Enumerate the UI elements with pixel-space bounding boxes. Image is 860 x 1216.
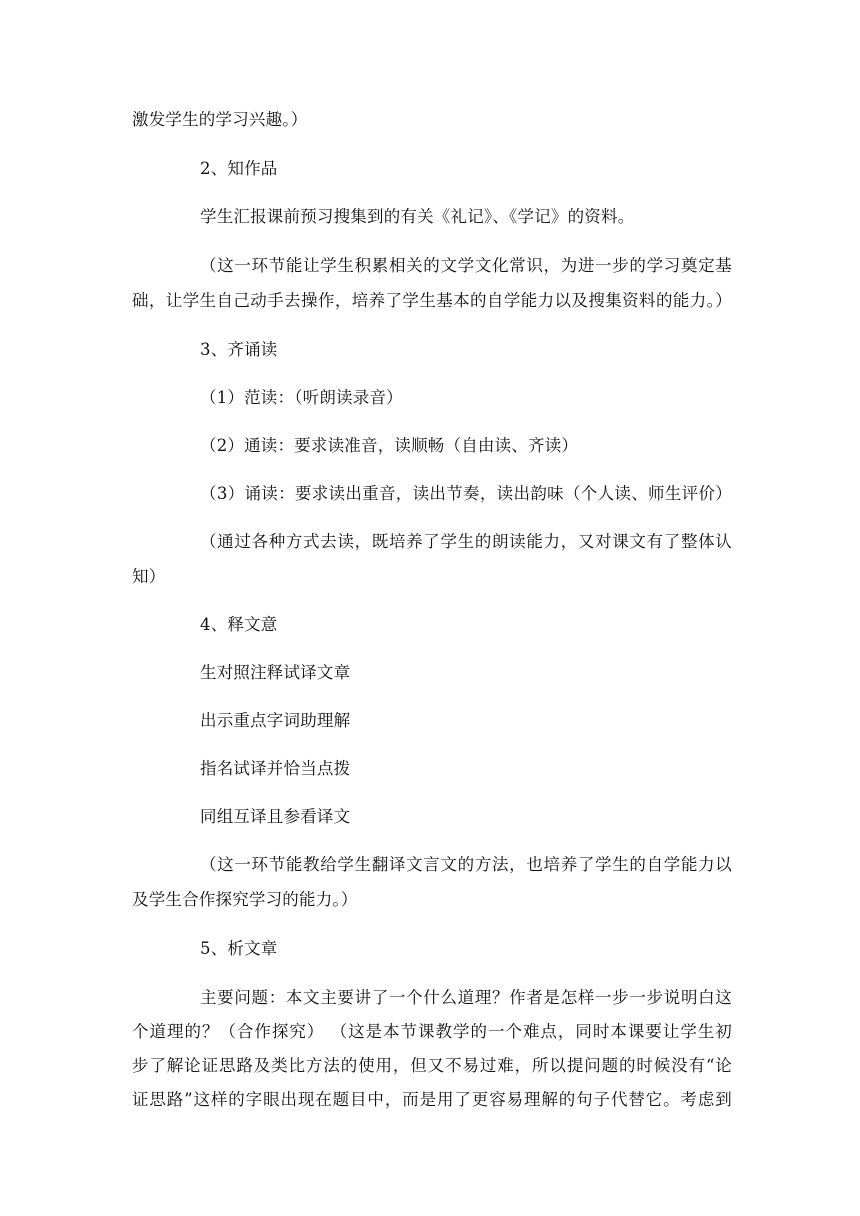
section-heading: 4、释文意 (200, 615, 278, 634)
text-line: 础，让学生自己动手去操作，培养了学生基本的自学能力以及搜集资料的能力。） (132, 291, 732, 310)
text-line: 个道理的？（合作探究） （这是本节课教学的一个难点，同时本课要让学生初 (132, 1022, 732, 1041)
text-line: （通过各种方式去读，既培养了学生的朗读能力，又对课文有了整体认 (200, 532, 732, 551)
text-line: 生对照注释试译文章 (200, 663, 351, 682)
text-line: 步了解论证思路及类比方法的使用，但又不易过难，所以提问题的时候没有“论 (132, 1056, 732, 1075)
text-line: 知） (132, 567, 166, 586)
text-line: 及学生合作探究学习的能力。） (132, 890, 358, 909)
text-line: （1）范读：（听朗读录音） (200, 388, 403, 407)
text-line: 激发学生的学习兴趣。） (132, 110, 308, 129)
text-line: 学生汇报课前预习搜集到的有关《礼记》、《学记》的资料。 (200, 207, 635, 226)
text-line: 主要问题：本文主要讲了一个什么道理？作者是怎样一步一步说明白这 (200, 988, 732, 1007)
text-line: 指名试译并恰当点拨 (200, 759, 351, 778)
text-line: 出示重点字词助理解 (200, 711, 351, 730)
text-line: 证思路”这样的字眼出现在题目中，而是用了更容易理解的句子代替它。考虑到 (132, 1090, 732, 1109)
text-line: （2）通读：要求读准音，读顺畅（自由读、齐读） (200, 436, 579, 455)
section-heading: 3、齐诵读 (200, 340, 278, 359)
section-heading: 2、知作品 (200, 159, 278, 178)
section-heading: 5、析文章 (200, 939, 278, 958)
text-line: （这一环节能让学生积累相关的文学文化常识，为进一步的学习奠定基 (200, 256, 732, 275)
text-line: （这一环节能教给学生翻译文言文的方法，也培养了学生的自学能力以 (200, 855, 732, 874)
text-line: （3）诵读：要求读出重音，读出节奏，读出韵味（个人读、师生评价） (200, 484, 732, 503)
text-line: 同组互译且参看译文 (200, 807, 351, 826)
